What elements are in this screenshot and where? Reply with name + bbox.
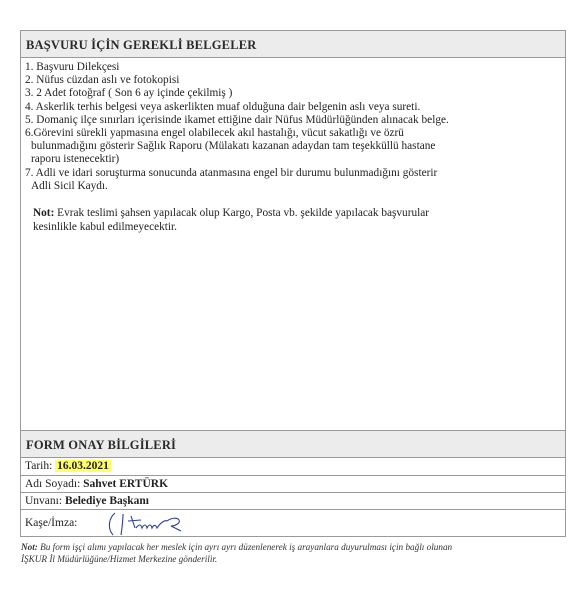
doc-item-5: 5. Domaniç ilçe sınırları içerisinde ikamet ettiğine dair Nüfus Müdürlüğünden alınacak belge. [25,113,449,126]
name-label: Adı Soyadı: [25,478,84,490]
name-row [21,475,565,492]
application-form [20,30,566,565]
footnote-text-2: İŞKUR İl Müdürlüğüne/Hizmet Merkezine gönderilir. [21,553,218,564]
doc-item-7: 7. Adli ve idari soruşturma sonucunda atanmasına engel bir durumu bulunmadığını gösterir [25,166,438,179]
doc-item-6: 6.Görevini sürekli yapmasına engel olabilecek akıl hastalığı, vücut sakatlığı ve özrü [25,127,404,140]
date-row [21,458,565,475]
doc-item-3: 3. 2 Adet fotoğraf ( Son 6 ay içinde çekilmiş ) [25,87,233,100]
position-label: Unvanı: [25,495,65,507]
required-documents-list [21,58,565,430]
footnote [20,542,566,565]
signature-icon [101,510,211,537]
approval-title: FORM ONAY BİLGİLERİ [21,430,565,458]
doc-item-6-line-2: bulunmadığını gösterir Sağlık Raporu (Mülakatı kazanan adaydan tam teşekküllü hastane [31,140,436,153]
position-row [21,492,565,509]
doc-item-4: 4. Askerlik terhis belgesi veya askerlikten muaf olduğuna dair belgenin aslı veya sureti. [25,100,421,113]
footnote-label: Not: [21,542,38,552]
submission-note-text-2: kesinlikle kabul edilmeyecektir. [33,221,177,234]
doc-item-7-line-2: Adli Sicil Kaydı. [31,179,108,192]
submission-note-label: Not: [33,207,55,220]
doc-item-1: 1. Başvuru Dilekçesi [25,61,120,73]
date-label: Tarih: [25,460,56,472]
stamp-label: Kaşe/İmza: [25,517,78,529]
doc-item-2: 2. Nüfus cüzdan aslı ve fotokopisi [25,74,180,87]
submission-note-text: Evrak teslimi şahsen yapılacak olup Kargo, Posta vb. şekilde yapılacak başvurular [54,207,430,220]
required-documents-box [20,30,566,537]
doc-item-6-line-3: raporu istenecektir) [31,153,120,166]
submission-note [25,206,561,234]
position-value: Belediye Başkanı [64,495,149,507]
footnote-text: Bu form işçi alımı yapılacak her meslek için ayrı ayrı düzenlenerek iş arayanlara duyurulması için bağlı olunan [37,542,453,552]
stamp-signature-row [21,509,565,536]
date-value: 16.03.2021 [57,460,109,472]
name-value: Sahvet ERTÜRK [83,478,169,490]
required-documents-title: BAŞVURU İÇİN GEREKLİ BELGELER [21,31,565,58]
